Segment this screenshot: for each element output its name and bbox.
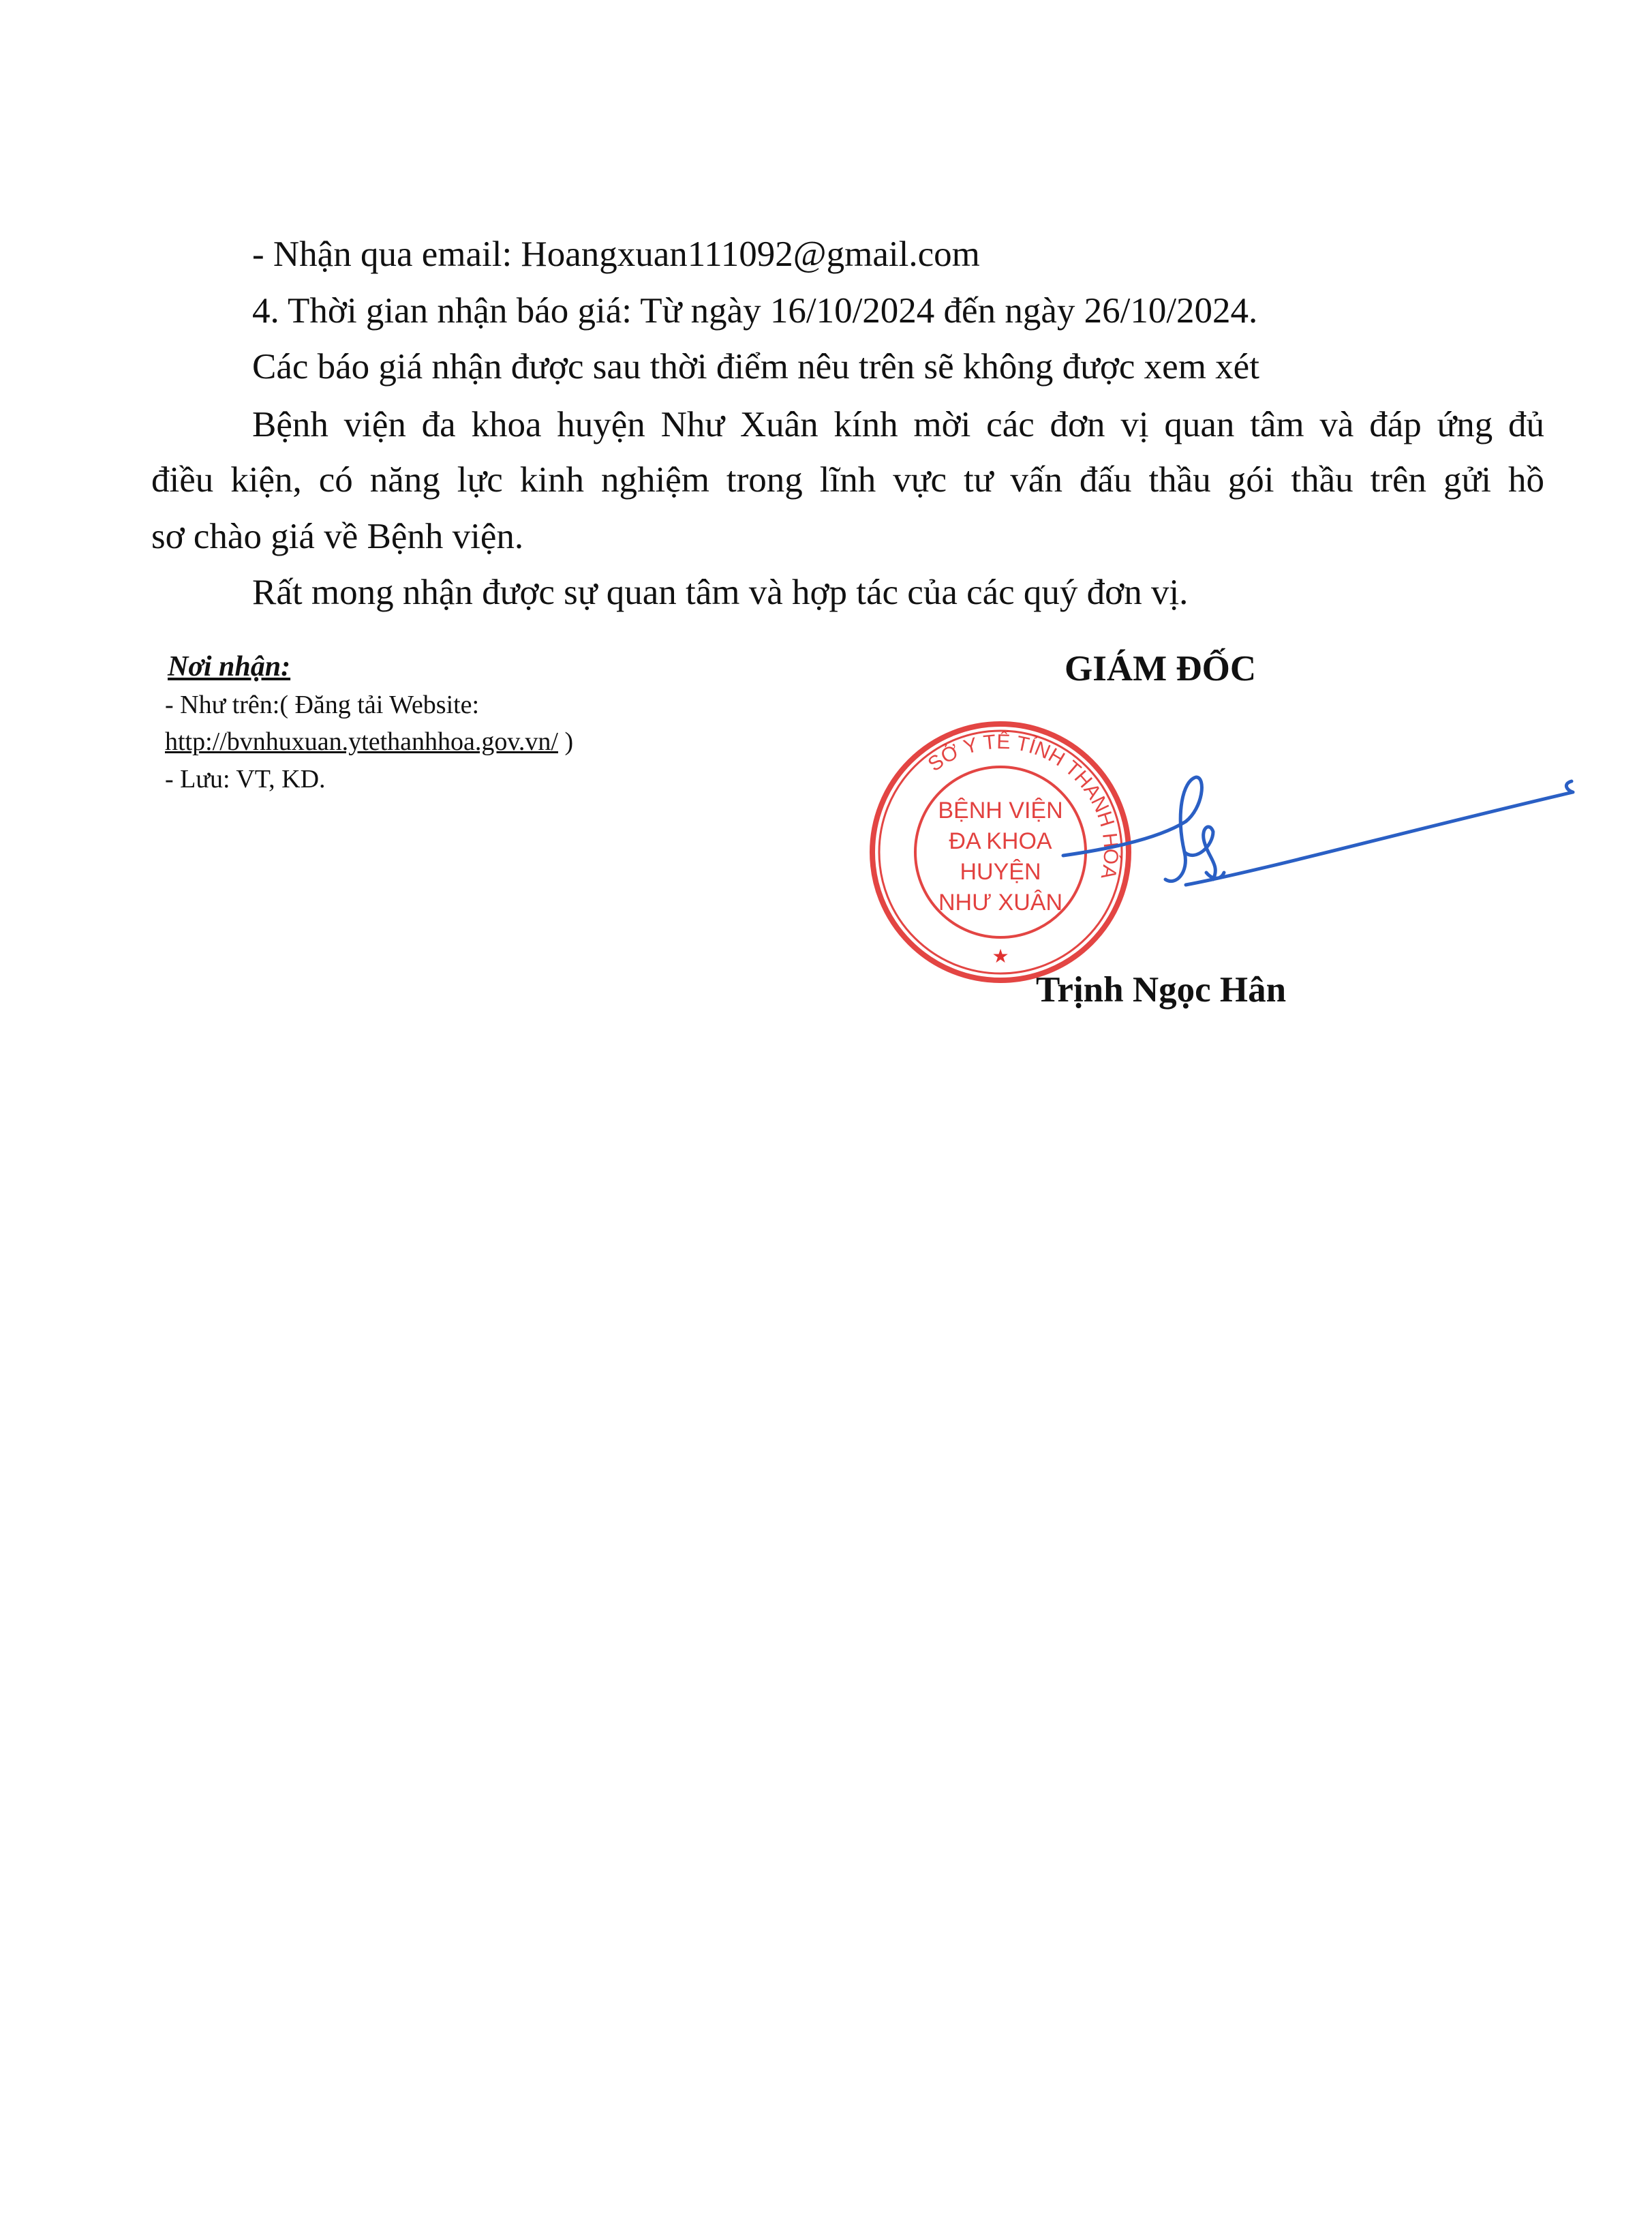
stamp-star-icon: ★ xyxy=(992,946,1009,967)
invite-line-1: Bệnh viện đa khoa huyện Như Xuân kính mời các đơn vị quan tâm và đáp ứng đủ xyxy=(252,405,1544,444)
recipients-heading: Nơi nhận: xyxy=(168,651,291,682)
recipients-line-1: - Như trên:( Đăng tải Website: xyxy=(165,691,480,719)
website-link[interactable]: http://bvnhuxuan.ytethanhhoa.gov.vn/ xyxy=(165,727,558,756)
link-suffix: ) xyxy=(557,727,574,756)
recipients-line-3: - Lưu: VT, KD. xyxy=(165,765,326,794)
recipients-line-2 xyxy=(165,729,573,755)
invite-line-3: sơ chào giá về Bệnh viện. xyxy=(151,517,524,556)
invite-line-2: điều kiện, có năng lực kinh nghiệm trong lĩnh vực tư vấn đấu thầu gói thầu trên gửi hồ xyxy=(151,460,1544,500)
stamp-line-3: HUYỆN xyxy=(960,859,1041,885)
thanks-line: Rất mong nhận được sự quan tâm và hợp tác của các quý đơn vị. xyxy=(252,573,1189,612)
stamp-line-2: ĐA KHOA xyxy=(949,828,1052,854)
stamp-ring-text: SỞ Y TẾ TỈNH THANH HÓA xyxy=(923,730,1122,881)
stamp-line-4: NHƯ XUÂN xyxy=(938,890,1063,916)
signature-icon xyxy=(1063,777,1573,885)
signer-name: Trịnh Ngọc Hân xyxy=(1036,970,1287,1010)
stamp-line-1: BỆNH VIỆN xyxy=(938,798,1063,824)
email-line: - Nhận qua email: Hoangxuan111092@gmail.com xyxy=(252,235,980,274)
late-line: Các báo giá nhận được sau thời điểm nêu trên sẽ không được xem xét xyxy=(252,347,1259,387)
time-line: 4. Thời gian nhận báo giá: Từ ngày 16/10/2024 đến ngày 26/10/2024. xyxy=(252,291,1258,331)
signer-title: GIÁM ĐỐC xyxy=(1065,649,1257,689)
signature-scribble xyxy=(1050,764,1595,941)
